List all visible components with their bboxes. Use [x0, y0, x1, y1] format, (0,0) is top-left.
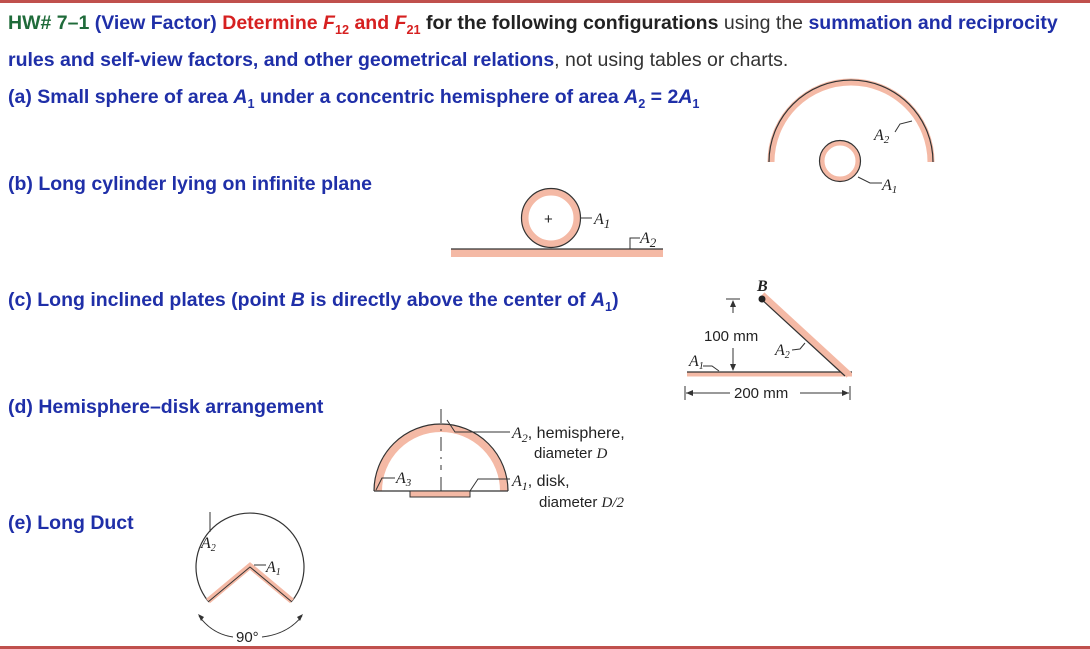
label-e-a1: A1 [266, 559, 281, 578]
for-configs: for the following configurations [425, 12, 719, 34]
figure-a [769, 80, 933, 196]
question-c: (c) Long inclined plates (point B is directly above the center of $A_1$) [8, 289, 619, 314]
label-d-diameter-d: diameter D [534, 445, 608, 462]
duct-a2-arc [196, 513, 304, 601]
figure-c [685, 278, 852, 402]
cylinder-center-plus: + [544, 211, 553, 228]
angle-arc-left [199, 616, 233, 637]
width-arrowhead-left [686, 390, 693, 396]
figure-d [374, 409, 625, 511]
determine-text: Determine $F_{12}$ and $F_{21}$ [222, 12, 421, 37]
sphere-a1-surface [822, 143, 858, 179]
b-a2-leader [630, 238, 640, 249]
point-b [759, 296, 766, 303]
label-b-a2: $A_2$ [640, 230, 657, 250]
label-height: 100 mm [704, 328, 759, 345]
question-e: (e) Long Duct [8, 512, 134, 534]
plane-a2-surface [451, 249, 663, 257]
angle-arc-right [262, 616, 302, 637]
label-b-a1: $A_1$ [594, 211, 611, 231]
question-a: (a) Small sphere of area $A_1$ under a concentric hemisphere of area $A_2 = 2A_1$ [8, 86, 700, 111]
disk-a1 [410, 491, 470, 497]
angle-arrowhead-left [198, 614, 204, 621]
hw-number: HW# 7–1 [8, 12, 90, 34]
width-arrowhead-right [842, 390, 849, 396]
label-point-b: B [757, 278, 768, 295]
c-a2-leader [792, 343, 805, 350]
question-b: (b) Long cylinder lying on infinite plane [8, 173, 372, 195]
label-angle: 90° [236, 629, 259, 646]
label-e-a2: A2 [201, 535, 216, 554]
label-d-a2: $A_2$, hemisphere, [512, 425, 625, 445]
label-d-a3: A3 [396, 470, 412, 489]
using-the: using the [723, 12, 804, 34]
plate-a2-surface [762, 295, 849, 375]
label-a2: A2 [874, 127, 890, 146]
figure-b [451, 189, 663, 258]
label-d-a1: $A_1$, disk, [512, 473, 570, 493]
a1-leader [858, 177, 882, 183]
height-arrowhead-up [730, 300, 736, 307]
label-d-diameter-d2: diameter D/2 [539, 494, 625, 511]
sphere-a1-outline [820, 141, 861, 182]
hw-topic: (View Factor) [94, 12, 217, 34]
angle-arrowhead-right [297, 614, 303, 621]
rules-text: summation and reciprocity rules and self-view factors, and other geometrical relations [8, 12, 1058, 71]
plate-a2-line [760, 298, 845, 376]
a2-leader [895, 121, 912, 132]
tail-text: , not using tables or charts. [554, 48, 789, 71]
label-width: 200 mm [734, 385, 789, 402]
figure-e [196, 512, 304, 646]
label-c-a2: A2 [775, 342, 790, 361]
question-d: (d) Hemisphere–disk arrangement [8, 396, 324, 418]
label-c-a1: A1 [689, 353, 704, 372]
label-a1: A1 [882, 177, 898, 196]
c-a1-leader [703, 366, 719, 371]
height-arrowhead-down [730, 364, 736, 371]
